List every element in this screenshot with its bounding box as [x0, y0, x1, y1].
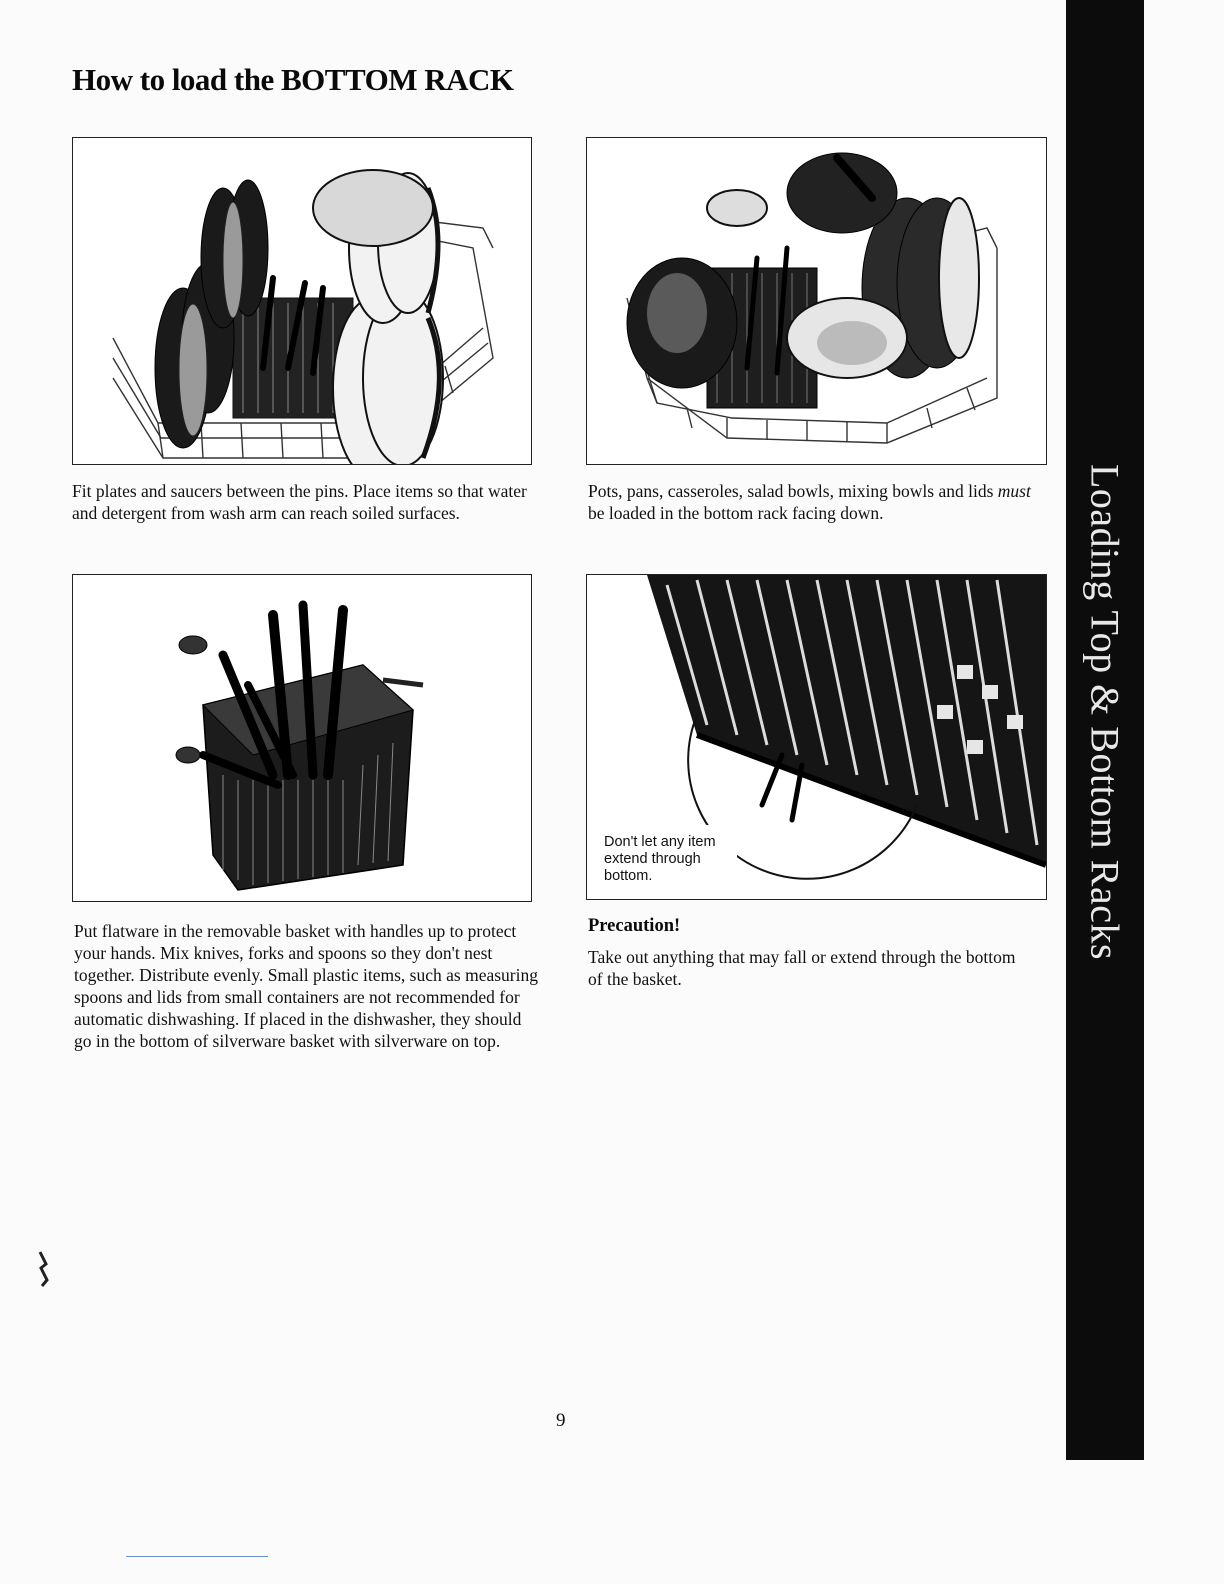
plates-caption: Fit plates and saucers between the pins. Place items so that water and detergent from wash arm can reach soiled surfaces. — [72, 481, 527, 523]
page-title: How to load the BOTTOM RACK — [72, 62, 514, 97]
pots-caption-end: be loaded in the bottom rack facing down. — [588, 503, 884, 523]
pots-caption-start: Pots, pans, casseroles, salad bowls, mixing bowls and lids — [588, 481, 998, 501]
margin-scan-mark — [36, 1250, 52, 1290]
bottom-blue-line — [126, 1556, 268, 1557]
plates-rack-illustration — [72, 137, 532, 465]
pots-rack-illustration — [586, 137, 1047, 465]
pots-caption — [588, 480, 1038, 524]
page-number: 9 — [556, 1410, 566, 1431]
flatware-caption: Put flatware in the removable basket with handles up to protect your hands. Mix knives, forks and spoons so they don't nest together. Distribute evenly. Small plastic items, such as measuring spoons and lids from small containers are not recommended for automatic dishwashing. If placed in the dishwasher, they should go in the bottom of silverware basket with silverware on top. — [74, 921, 538, 1051]
pots-caption-emphasis: must — [997, 481, 1031, 501]
callout-text: Don't let any item extend through bottom. — [604, 834, 716, 884]
precaution-heading: Precaution! — [588, 916, 681, 936]
side-tab-label: Loading Top & Bottom Racks — [1082, 463, 1128, 961]
silverware-basket-illustration — [72, 574, 532, 902]
precaution-caption: Take out anything that may fall or extend through the bottom of the basket. — [588, 947, 1016, 989]
